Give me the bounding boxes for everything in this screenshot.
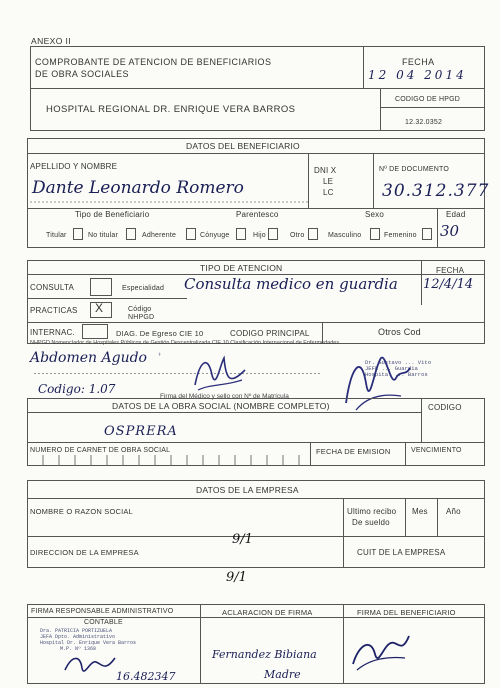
apellido-value: Dante Leonardo Romero — [32, 178, 244, 198]
diag-egreso-label: DIAG. De Egreso CIE 10 — [116, 329, 204, 338]
empresa-mark-2: 9/1 — [226, 570, 247, 585]
emision-label: FECHA DE EMISION — [316, 447, 391, 456]
annex-label: ANEXO II — [31, 36, 72, 46]
codigo-hpgd-label: CODIGO DE HPGD — [395, 96, 461, 103]
aclaracion-label: ACLARACION DE FIRMA — [222, 608, 313, 617]
option-masculino: Masculino — [328, 232, 362, 239]
checkbox-no-titular[interactable] — [126, 228, 136, 240]
codigo-hpgd-value: 12.32.0352 — [405, 119, 443, 126]
practicas-label: PRACTICAS — [30, 306, 78, 315]
obra-social-nombre: OSPRERA — [104, 424, 178, 439]
lc-label: LC — [323, 188, 334, 197]
especialidad-label: Especialidad — [122, 285, 165, 292]
form-title-line1: COMPROBANTE DE ATENCION DE BENEFICIARIOS — [35, 57, 272, 67]
option-femenino: Femenino — [384, 232, 417, 239]
beneficiario-signature — [345, 626, 415, 676]
checkbox-otro[interactable] — [308, 228, 318, 240]
tipo-beneficiario-label: Tipo de Beneficiario — [75, 210, 150, 219]
codigo-principal-label: CODIGO PRINCIPAL — [230, 329, 310, 338]
beneficiario-section-title: DATOS DEL BENEFICIARIO — [186, 141, 300, 151]
carnet-label: NUMERO DE CARNET DE OBRA SOCIAL — [30, 447, 171, 454]
apellido-label: APELLIDO Y NOMBRE — [30, 162, 118, 171]
obra-social-codigo-label: CODIGO — [428, 403, 462, 412]
mes-label: Mes — [412, 507, 428, 516]
empresa-mark-1: 9/1 — [232, 532, 253, 547]
direccion-label: DIRECCION DE LA EMPRESA — [30, 548, 139, 557]
edad-value: 30 — [440, 222, 460, 240]
checkbox-internac[interactable] — [82, 324, 108, 339]
checkbox-titular[interactable] — [73, 228, 83, 240]
razon-social-label: NOMBRE O RAZON SOCIAL — [30, 507, 133, 516]
hospital-name: HOSPITAL REGIONAL DR. ENRIQUE VERA BARROS — [46, 104, 296, 115]
firma-admin-label1: FIRMA RESPONSABLE ADMINISTRATIVO — [31, 608, 174, 615]
admin-signature — [60, 650, 120, 680]
otros-cod-label: Otros Cod — [378, 327, 421, 337]
ultimo-recibo-label2: De sueldo — [352, 518, 390, 527]
medico-signature — [190, 350, 250, 395]
form-title-line2: DE OBRA SOCIALES — [35, 69, 129, 79]
sexo-label: Sexo — [365, 210, 385, 219]
atencion-section-title: TIPO DE ATENCION — [200, 263, 283, 273]
atencion-footnote: NHPGD Nomenclador de Hospitales Públicos de Gestión Descentralizada CIE 10 Clasificación Internacional de Enfermedades — [30, 340, 340, 346]
aclaracion-value2: Madre — [264, 668, 301, 681]
firma-beneficiario-label: FIRMA DEL BENEFICIARIO — [357, 608, 456, 617]
checkbox-adherente[interactable] — [186, 228, 196, 240]
practicas-mark: X — [95, 301, 104, 315]
edad-label: Edad — [446, 210, 466, 219]
codigo-value: Codigo: 1.07 — [38, 382, 116, 396]
atencion-fecha-label: FECHA — [436, 266, 465, 275]
checkbox-femenino[interactable] — [422, 228, 432, 240]
option-hijo: Hijo — [253, 232, 266, 239]
option-titular: Titular — [46, 232, 67, 239]
empresa-section-title: DATOS DE LA EMPRESA — [196, 485, 299, 495]
checkbox-masculino[interactable] — [370, 228, 380, 240]
internac-label: INTERNAC. — [30, 328, 75, 337]
aclaracion-value1: Fernandez Bibiana — [212, 648, 317, 661]
fecha-value: 12 04 2014 — [368, 68, 467, 82]
codigo-nhpgd-label1: Código — [128, 306, 152, 313]
doctor-stamp: Dr. Gustavo ... Vito JEFE ... Guardia Hospital ... Barros — [365, 359, 432, 378]
le-label: LE — [323, 177, 334, 186]
cuit-label: CUIT DE LA EMPRESA — [357, 548, 446, 557]
parentesco-label: Parentesco — [236, 210, 279, 219]
codigo-nhpgd-label2: NHPGD — [128, 314, 155, 321]
small-stamp: ⚕ — [158, 352, 162, 358]
fecha-label: FECHA — [402, 57, 435, 67]
consulta-label: CONSULTA — [30, 283, 74, 292]
dni-written: 16.482347 — [116, 670, 176, 683]
anio-label: Año — [446, 507, 461, 516]
dni-label: DNI X — [314, 166, 337, 175]
admin-stamp: Dra. PATRICIA PORTIZUELA JEFA Dpto. Administrativo Hospital Dr. Enrique Vera Barros M.P. Nº 1360 — [40, 628, 137, 652]
atencion-fecha-value: 12/4/14 — [423, 277, 474, 292]
nro-doc-label: Nº DE DOCUMENTO — [379, 166, 449, 173]
option-adherente: Adherente — [142, 232, 177, 239]
diagnostico-value: Abdomen Agudo — [30, 350, 147, 366]
obra-social-section-title: DATOS DE LA OBRA SOCIAL (NOMBRE COMPLETO) — [112, 401, 330, 411]
firma-admin-label2: CONTABLE — [84, 619, 123, 626]
especialidad-value: Consulta medico en guardia — [184, 275, 398, 293]
ultimo-recibo-label1: Ultimo recibo — [347, 507, 397, 516]
option-otro: Otro — [290, 232, 305, 239]
carnet-digit-boxes[interactable] — [27, 455, 311, 466]
option-no-titular: No titular — [88, 232, 119, 239]
checkbox-hijo[interactable] — [268, 228, 278, 240]
checkbox-consulta[interactable] — [90, 278, 112, 296]
vencimiento-label: VENCIMIENTO — [411, 447, 462, 454]
checkbox-conyuge[interactable] — [236, 228, 246, 240]
firma-medico-label: Firma del Médico y sello con Nº de Matrícula — [160, 393, 289, 400]
nro-doc-value: 30.312.377 — [382, 181, 490, 201]
option-conyuge: Cónyuge — [200, 232, 230, 239]
